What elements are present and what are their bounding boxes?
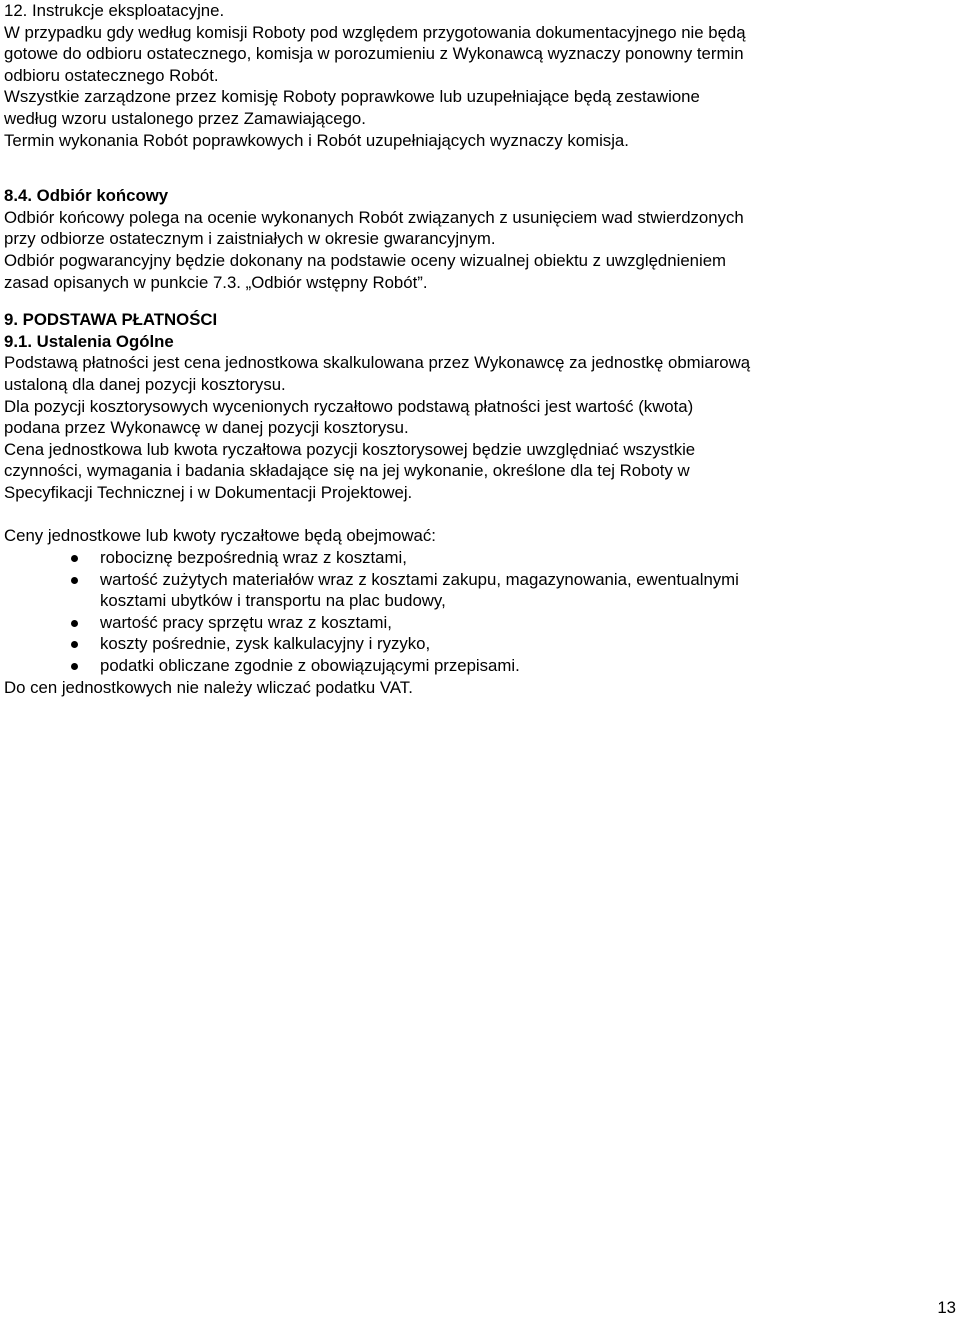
text-line: Wszystkie zarządzone przez komisję Roboty poprawkowe lub uzupełniające będą zestawione xyxy=(4,87,700,107)
text-line: W przypadku gdy według komisji Roboty pod względem przygotowania dokumentacyjnego nie będą xyxy=(4,22,746,42)
text-line: podana przez Wykonawcę w danej pozycji kosztorysu. xyxy=(4,418,409,438)
list-item-text: podatki obliczane zgodnie z obowiązującymi przepisami. xyxy=(100,656,520,676)
price-list-intro: Ceny jednostkowe lub kwoty ryczałtowe będą obejmować: xyxy=(4,526,436,546)
section-9-1-heading: 9.1. Ustalenia Ogólne xyxy=(4,331,174,351)
text-line: Odbiór końcowy polega na ocenie wykonanych Robót związanych z usunięciem wad stwierdzonych xyxy=(4,207,744,227)
text-line: czynności, wymagania i badania składające się na jej wykonanie, określone dla tej Roboty w xyxy=(4,461,690,481)
text-line: Dla pozycji kosztorysowych wycenionych ryczałtowo podstawą płatności jest wartość (kwota) xyxy=(4,396,694,416)
list-item xyxy=(4,547,954,569)
list-item-text: wartość pracy sprzętu wraz z kosztami, xyxy=(100,612,392,632)
text-line: Cena jednostkowa lub kwota ryczałtowa pozycji kosztorysowej będzie uwzględniać wszystkie xyxy=(4,439,696,459)
text-line: Odbiór pogwarancyjny będzie dokonany na podstawie oceny wizualnej obiektu z uwzględnieniem xyxy=(4,250,727,270)
text-line: według wzoru ustalonego przez Zamawiającego. xyxy=(4,108,366,128)
document-page xyxy=(4,0,954,698)
text-line: Podstawą płatności jest cena jednostkowa skalkulowana przez Wykonawcę za jednostkę obmiarową xyxy=(4,353,751,373)
section-12-paragraph-2 xyxy=(4,86,954,129)
bullet-icon xyxy=(71,577,78,584)
list-item xyxy=(4,633,954,655)
text-line: przy odbiorze ostatecznym i zaistniałych w okresie gwarancyjnym. xyxy=(4,229,496,249)
section-12-paragraph-1 xyxy=(4,22,954,87)
section-8-4-heading: 8.4. Odbiór końcowy xyxy=(4,186,169,206)
bullet-icon xyxy=(71,555,78,562)
text-line: odbioru ostatecznego Robót. xyxy=(4,65,219,85)
list-item xyxy=(4,569,954,612)
section-12-heading: 12. Instrukcje eksploatacyjne. xyxy=(4,1,225,20)
list-item-text: koszty pośrednie, zysk kalkulacyjny i ryzyko, xyxy=(100,634,431,654)
text-line: zasad opisanych w punkcie 7.3. „Odbiór wstępny Robót”. xyxy=(4,272,428,292)
section-8-4-paragraph-2 xyxy=(4,250,954,293)
section-12-paragraph-3: Termin wykonania Robót poprawkowych i Robót uzupełniających wyznaczy komisja. xyxy=(4,130,629,150)
section-9-heading: 9. PODSTAWA PŁATNOŚCI xyxy=(4,310,218,330)
section-8-4-paragraph-1 xyxy=(4,207,954,250)
spacer xyxy=(4,503,954,525)
bullet-icon xyxy=(71,641,78,648)
vat-note: Do cen jednostkowych nie należy wliczać podatku VAT. xyxy=(4,677,413,697)
price-components-list xyxy=(4,547,954,677)
text-line: Specyfikacji Technicznej i w Dokumentacji Projektowej. xyxy=(4,482,413,502)
section-9-1-paragraph-1 xyxy=(4,352,954,395)
spacer xyxy=(4,293,954,309)
bullet-icon xyxy=(71,620,78,627)
page-number: 13 xyxy=(937,1298,956,1317)
list-item xyxy=(4,655,954,677)
section-9-1-paragraph-3 xyxy=(4,439,954,504)
spacer xyxy=(4,151,954,173)
list-item-text: kosztami ubytków i transportu na plac budowy, xyxy=(100,591,446,611)
text-line: gotowe do odbioru ostatecznego, komisja w porozumieniu z Wykonawcą wyznaczy ponowny termin xyxy=(4,44,744,64)
spacer xyxy=(4,173,954,185)
list-item-text: wartość zużytych materiałów wraz z kosztami zakupu, magazynowania, ewentualnymi xyxy=(100,569,739,589)
text-line: ustaloną dla danej pozycji kosztorysu. xyxy=(4,374,286,394)
list-item-text: robociznę bezpośrednią wraz z kosztami, xyxy=(100,548,407,568)
section-9-1-paragraph-2 xyxy=(4,396,954,439)
list-item xyxy=(4,612,954,634)
bullet-icon xyxy=(71,663,78,670)
